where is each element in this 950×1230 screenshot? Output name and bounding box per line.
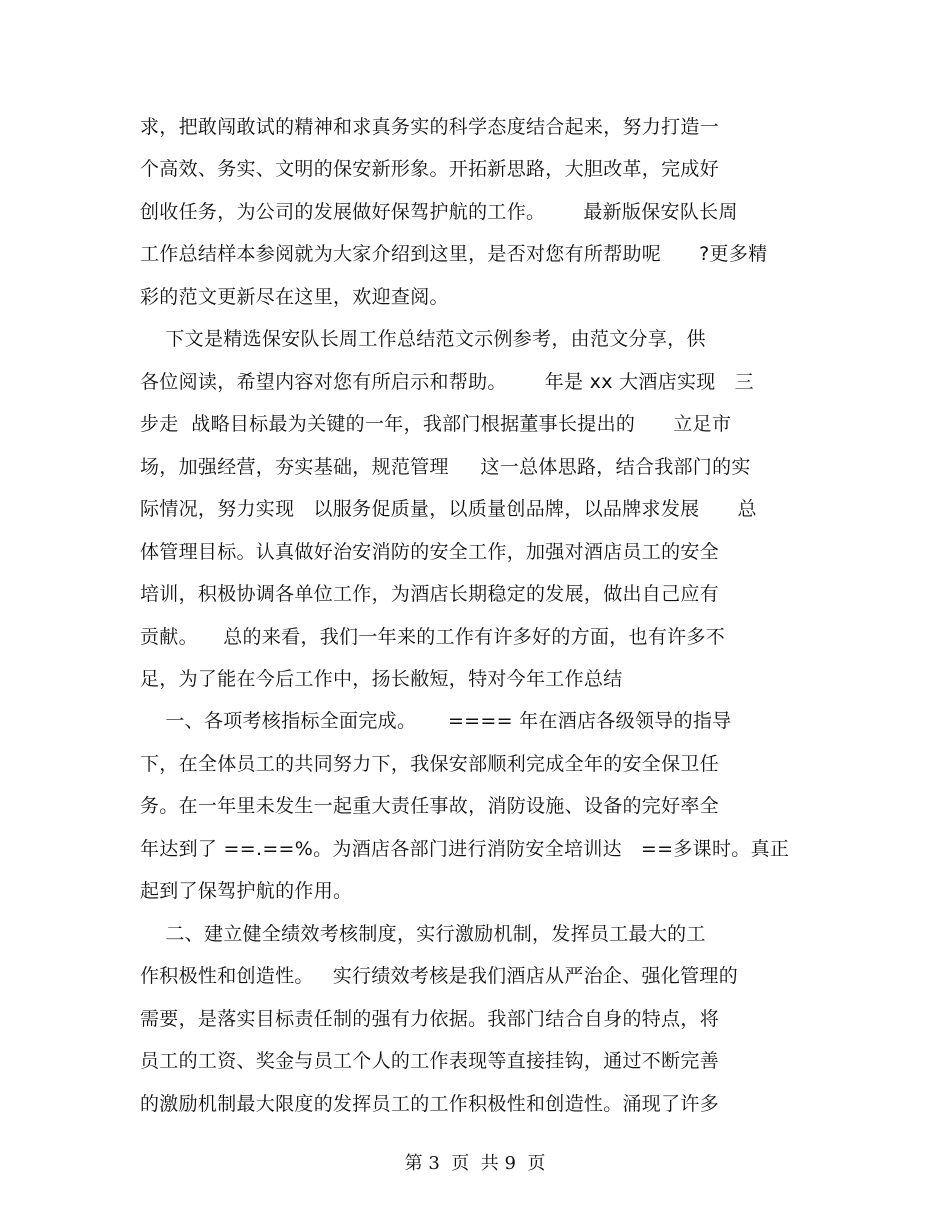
- text-line: 创收任务，为公司的发展做好保驾护航的工作。 最新版保安队长周: [140, 201, 738, 223]
- page-number-footer: 第 3 页 共 9 页: [404, 1153, 546, 1174]
- text-line: 足，为了能在今后工作中，扬长敝短，特对今年工作总结: [140, 668, 623, 690]
- text-line: 二、建立健全绩效考核制度，实行激励机制，发挥员工最大的工: [140, 923, 706, 945]
- text-line: 作积极性和创造性。 实行绩效考核是我们酒店从严治企、强化管理的: [140, 965, 739, 987]
- text-line: 培训，积极协调各单位工作，为酒店长期稳定的发展，做出自己应有: [140, 583, 720, 605]
- text-line: 际情况，努力实现 以服务促质量，以质量创品牌，以品牌求发展 总: [140, 498, 757, 520]
- text-line: 求，把敢闯敢试的精神和求真务实的科学态度结合起来，努力打造一: [140, 116, 720, 138]
- text-line: 步走 战略目标最为关键的一年，我部门根据董事长提出的 立足市: [140, 413, 732, 435]
- text-line: 年达到了 ==.==%。为酒店各部门进行消防安全培训达 ==多课时。真正: [140, 838, 790, 860]
- text-line: 彩的范文更新尽在这里，欢迎查阅。: [140, 286, 449, 308]
- text-line: 需要，是落实目标责任制的强有力依据。我部门结合自身的特点，将: [140, 1008, 720, 1030]
- text-line: 务。在一年里未发生一起重大责任事故，消防设施、设备的完好率全: [140, 795, 720, 817]
- text-line: 个高效、务实、文明的保安新形象。开拓新思路，大胆改革，完成好: [140, 158, 720, 180]
- text-line: 起到了保驾护航的作用。: [140, 880, 353, 902]
- text-line: 下文是精选保安队长周工作总结范文示例参考，由范文分享，供: [140, 328, 706, 350]
- text-line: 各位阅读，希望内容对您有所启示和帮助。 年是 xx 大酒店实现 三: [140, 371, 754, 393]
- text-line: 员工的工资、奖金与员工个人的工作表现等直接挂钩，通过不断完善: [140, 1050, 720, 1072]
- text-line: 贡献。 总的来看，我们一年来的工作有许多好的方面，也有许多不: [140, 626, 726, 648]
- text-line: 下，在全体员工的共同努力下，我保安部顺利完成全年的安全保卫任: [140, 753, 720, 775]
- text-line: 一、各项考核指标全面完成。 ==== 年在酒店各级领导的指导: [140, 710, 732, 732]
- text-line: 体管理目标。认真做好治安消防的安全工作，加强对酒店员工的安全: [140, 541, 720, 563]
- text-line: 的激励机制最大限度的发挥员工的工作积极性和创造性。涌现了许多: [140, 1093, 720, 1115]
- text-line: 场，加强经营，夯实基础，规范管理 这一总体思路，结合我部门的实: [140, 456, 751, 478]
- text-line: 工作总结样本参阅就为大家介绍到这里，是否对您有所帮助呢 ?更多精: [140, 243, 768, 265]
